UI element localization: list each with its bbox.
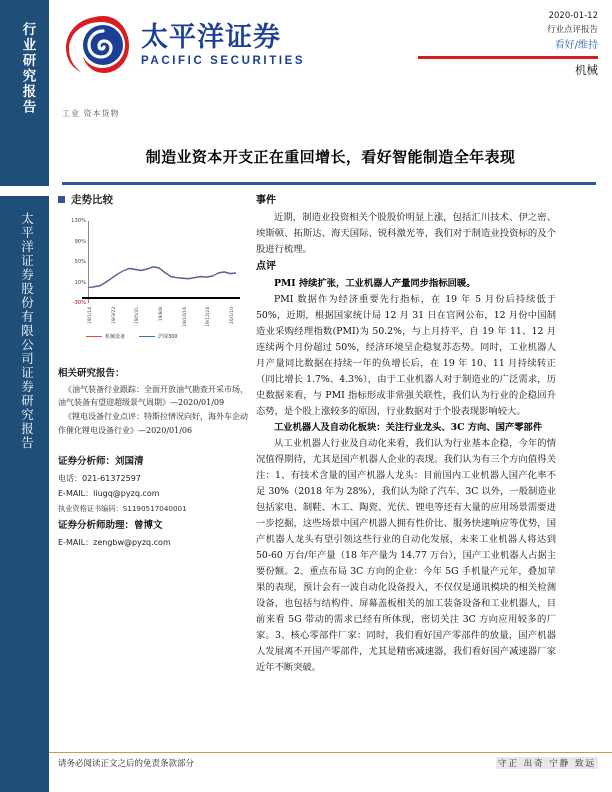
header-divider bbox=[418, 56, 598, 59]
robot-paragraph: 从工业机器人行业及自动化来看，我们认为行业基本企稳，今年的情况值得期待，尤其是国产机器人企业的表现。我们认为有三个方向值得关注：1、有技术含量的国产机器人龙头：目前国内工业机器人国产化率不足 30%（2018 年为 28%），我们认为除了汽车、3C 以外，一般制造业包括家电、制鞋、木工、陶瓷、光伏、锂电等还有大量的应用场景需要进一步挖掘，这些场景中国产机器人拥有性价比、服务快速响应等优势，国产机器人龙头有望引领这些行业的自动化发展，未来工业机器人将达到 50-60 万台/年产量（18 年产量为 14.77 万台），国产工业机器人占据主要份额。2、重点布局 3C 方向的企业：今年 5G 手机量产元年，叠加苹果的表现，预计会有一波自动化设备投入，不仅仅是通讯模块的相关检测设备，也包括与结构件、屏幕盖板相关的加工装备设备和工业机器人，目前来看 5G 带动的需求已经有所体现，密切关注 3C 方向应用较多的厂家。3、核心零部件厂家：同时，我们看好国产零部件的放量，国产机器人发展离不开国产零部件，尤其是精密减速器，我们看好国产减速器厂家近年不断突破。 bbox=[256, 437, 556, 673]
report-header bbox=[49, 0, 612, 100]
brand-logo bbox=[63, 14, 305, 76]
chart-x-tick: 19/8/8 bbox=[159, 307, 164, 322]
event-heading: 事件 bbox=[256, 195, 276, 206]
analyst-name: 证券分析师：刘国清 bbox=[58, 455, 144, 467]
assistant-name: 证券分析师助理：曾博文 bbox=[58, 519, 163, 531]
right-column bbox=[256, 192, 556, 676]
legend-item bbox=[86, 333, 125, 340]
chart-x-tick: 19/5/31 bbox=[135, 307, 141, 324]
brand-name-en: PACIFIC SECURITIES bbox=[141, 54, 306, 67]
header-meta bbox=[418, 10, 598, 79]
sidebar-top-banner bbox=[0, 0, 49, 186]
brand-wordmark bbox=[141, 21, 306, 67]
robot-subheading: 工业机器人及自动化板块：关注行业龙头、3C 方向、国产零部件 bbox=[274, 421, 543, 433]
chart-y-tick: 90% bbox=[74, 238, 86, 245]
legend-item bbox=[139, 333, 178, 340]
sector-tag: 工业 资本货物 bbox=[62, 109, 120, 118]
chart-section-header bbox=[58, 192, 248, 207]
chart-legend bbox=[86, 333, 178, 340]
chart-y-tick: -30% bbox=[72, 300, 86, 306]
list-item[interactable]: 《锂电设备行业点评：特斯拉情况向好，海外车企动作催化锂电设备行业》—2020/01/06 bbox=[58, 412, 248, 435]
chart-x-tick: 19/3/23 bbox=[111, 307, 117, 324]
trend-comparison-chart bbox=[58, 211, 248, 351]
analyst-phone: 电话：021-61372597 bbox=[58, 473, 141, 483]
assistant-email[interactable]: E-MAIL：zengbw@pyzq.com bbox=[58, 537, 171, 547]
legend-label: 沪深300 bbox=[158, 334, 178, 340]
comment-heading: 点评 bbox=[256, 260, 276, 272]
sidebar-main-label: 太平洋证券股份有限公司证券研究报告 bbox=[19, 212, 35, 450]
sector-name: 机械 bbox=[575, 62, 598, 77]
footer-motto: 守正 出奇 宁静 致远 bbox=[497, 759, 596, 769]
analyst-email[interactable]: E-MAIL：liugq@pyzq.com bbox=[58, 489, 160, 499]
page-title: 制造业资本开支正在重回增长，看好智能制造全年表现 bbox=[145, 148, 516, 166]
chart-x-tick: 20/1/10 bbox=[230, 307, 235, 324]
list-item[interactable]: 《油气装备行业跟踪：全面开放油气勘查开采市场，油气装备有望迎超级景气周期》—2020/01/09 bbox=[58, 385, 248, 408]
title-divider bbox=[62, 182, 596, 185]
legend-swatch bbox=[139, 336, 155, 338]
chart-series-line-1 bbox=[88, 267, 236, 288]
rating-badge: 看好/维持 bbox=[554, 40, 598, 52]
legend-label: 机械设备 bbox=[105, 334, 126, 340]
legend-swatch bbox=[86, 336, 102, 338]
pacific-securities-logo-icon bbox=[63, 14, 135, 76]
page-footer bbox=[58, 757, 598, 769]
bullet-square-icon bbox=[58, 196, 65, 203]
chart-x-tick: 19/1/14 bbox=[88, 307, 93, 324]
related-reports-title: 相关研究报告： bbox=[58, 368, 125, 379]
report-date: 2020-01-12 bbox=[548, 11, 598, 21]
chart-x-tick: 19/12/24 bbox=[206, 307, 212, 327]
footer-disclaimer: 请务必阅读正文之后的免责条款部分 bbox=[58, 759, 195, 769]
chart-y-tick: 10% bbox=[74, 279, 86, 286]
chart-plot-area bbox=[88, 221, 236, 303]
sidebar-main-banner bbox=[0, 196, 49, 792]
brand-name-cn: 太平洋证券 bbox=[141, 21, 281, 53]
sidebar-top-label: 行业研究报告 bbox=[19, 22, 36, 115]
left-column bbox=[58, 192, 248, 551]
chart-x-tick: 19/10/16 bbox=[182, 307, 188, 327]
chart-section-title: 走势比较 bbox=[71, 194, 113, 206]
sidebar-gap bbox=[0, 186, 49, 196]
footer-divider bbox=[49, 752, 612, 753]
pmi-paragraph: PMI 数据作为经济重要先行指标，在 19 年 5 月份后持续低于 50%，近期，根据国家统计局 12 月 31 日在官网公布，12 月份中国制造业采购经理指数(PMI)为 50.2%，与上月持平，自 19 年 11、12 月连续两个月份超过 50%，经济环境呈企稳复苏态势。同时，工业机器人月产量同比数据在持续一年的负增长后，在 19 年 10、11 月持续转正（同比增长 1.7%、4.3%），由于工业机器人对于制造业的广泛需求，历史数据来看，与 PMI 指标形成非常强关联性，我们认为行业的企稳回升态势，是个股上涨较多的原因，行业数据对于个股表现影响较大。 bbox=[256, 293, 556, 417]
chart-y-tick: 50% bbox=[74, 259, 86, 265]
event-paragraph: 近期，制造业投资相关个股股价明显上涨，包括汇川技术、伊之密、埃斯顿、拓斯达、海天国际、锐科激光等，我们对于制造业投资标的及个股进行梳理。 bbox=[256, 212, 556, 255]
analyst-certificate: 执业资格证书编码：S1190517040001 bbox=[58, 503, 187, 513]
chart-y-tick: 130% bbox=[71, 218, 86, 224]
report-type: 行业点评报告 bbox=[546, 24, 598, 35]
pmi-subheading: PMI 持续扩张，工业机器人产量同步指标回暖。 bbox=[274, 277, 476, 289]
